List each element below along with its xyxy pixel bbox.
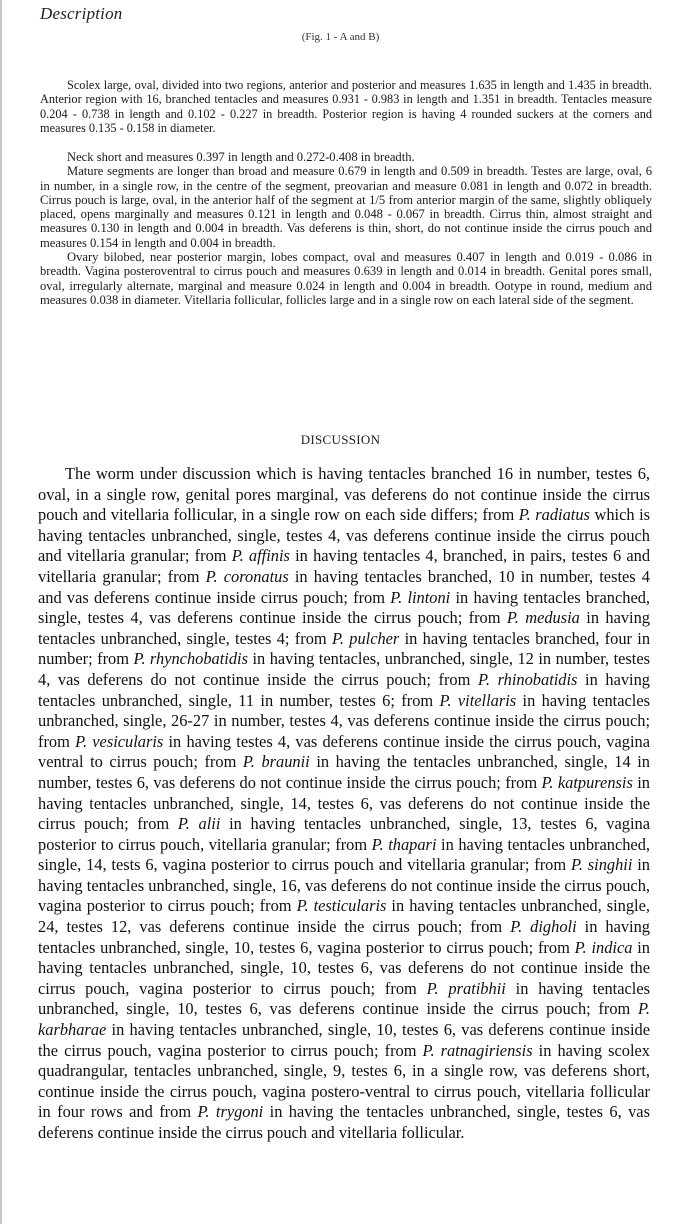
discussion-text: in having tentacles unbranched, single, 11 in number, testes 6; from bbox=[38, 669, 650, 710]
species-name: P. lintoni bbox=[390, 587, 451, 607]
discussion-text: in having tentacles, unbranched, single, 12 in number, testes 4, vas deferens do not continue inside the cirrus pouch; from bbox=[38, 649, 650, 689]
discussion-text: which is having tentacles unbranched, single, testes 4, vas deferens continue inside the cirrus pouch and vitellaria granular; from bbox=[38, 505, 651, 566]
species-name: P. ratnagiriensis bbox=[422, 1040, 533, 1060]
page-edge-rule bbox=[0, 0, 2, 1224]
species-name: P. trygoni bbox=[197, 1102, 264, 1122]
species-name: P. karbharae bbox=[38, 999, 650, 1040]
discussion-text: in having the tentacles unbranched, single, 14 in number, testes 6, vas deferens do not continue inside the cirrus pouch; from bbox=[38, 752, 650, 792]
discussion-text: in having tentacles branched, four in number; from bbox=[38, 628, 651, 669]
section-heading-discussion: DISCUSSION bbox=[300, 432, 381, 447]
section-heading-description: Description bbox=[40, 4, 123, 23]
discussion-text: in having tentacles unbranched, single, testes 4; from bbox=[38, 608, 651, 648]
species-name: P. pratibhii bbox=[426, 978, 506, 998]
discussion-text: in having tentacles unbranched, single, 14, testes 6, vas deferens do not continue inside the cirrus pouch; from bbox=[38, 772, 650, 834]
discussion-text: in having the tentacles unbranched, single, testes 6, vas deferens continue inside the cirrus pouch and vitellaria follicular. bbox=[38, 1102, 650, 1142]
description-paragraph-scolex: Scolex large, oval, divided into two regions, anterior and posterior and measures 1.635 in length and 1.435 in breadth. Anterior region with 16, branched tentacles and measures 0.931 - 0.983 in length and 1.351 in breadth. Tentacles measure 0.204 - 0.738 in length and 0.102 - 0.227 in breadth. Posterior region is having 4 rounded suckers at the corners and measures 0.135 - 0.158 in diameter. bbox=[40, 78, 652, 135]
species-name: P. katpurensis bbox=[541, 772, 633, 792]
discussion-text: in having tentacles unbranched, single, 10, testes 6, vas deferens continue inside the cirrus pouch, vagina posterior to cirrus pouch; from bbox=[38, 1020, 650, 1060]
figure-reference: (Fig. 1 - A and B) bbox=[301, 31, 380, 43]
species-name: P. thapari bbox=[371, 834, 437, 854]
discussion-text: in having tentacles 4, branched, in pairs, testes 6 and vitellaria granular; from bbox=[38, 546, 651, 586]
species-name: P. coronatus bbox=[205, 566, 289, 586]
species-name: P. affinis bbox=[231, 546, 290, 566]
discussion-text: in having tentacles unbranched, single, 16, vas deferens do not continue inside the cirrus pouch, vagina posterior to cirrus pouch; from bbox=[38, 855, 650, 916]
discussion-text: in having tentacles unbranched, single, 13, testes 6, vagina posterior to cirrus pouch, vitellaria granular; from bbox=[38, 814, 650, 854]
discussion-text: in having tentacles unbranched, single, 10, testes 6, vas deferens do not continue inside the cirrus pouch, vagina posterior to cirrus pouch; from bbox=[38, 937, 651, 998]
description-block-scolex bbox=[40, 78, 652, 135]
description-paragraph-ovary: Ovary bilobed, near posterior margin, lobes compact, oval and measures 0.407 in length and 0.019 - 0.086 in breadth. Vagina posteroventral to cirrus pouch and measures 0.639 in length and 0.014 in breadth. Genital pores small, oval, irregularly alternate, marginal and measure 0.024 in length and 0.004 in breadth. Ootype in round, medium and measures 0.038 in diameter. Vitellaria follicular, follicles large and in a single row on each lateral side of the segment. bbox=[40, 250, 652, 307]
species-name: P. rhynchobatidis bbox=[133, 649, 248, 669]
discussion-text: in having tentacles unbranched, single, 10, testes 6, vas deferens continue inside the cirrus pouch; from bbox=[38, 978, 650, 1019]
species-name: P. vesicularis bbox=[75, 731, 164, 751]
description-block-segments bbox=[40, 150, 652, 307]
description-paragraph-mature-segments: Mature segments are longer than broad and measure 0.679 in length and 0.509 in breadth. Testes are large, oval, 6 in number, in a single row, in the centre of the segment, preovarian and measure 0.081 in length and 0.072 in breadth. Cirrus pouch is large, oval, in the anterior half of the segment at 1/5 from anterior margin of the same, slightly obliquely placed, opens marginally and measures 0.121 in length and 0.048 - 0.067 in breadth. Cirrus thin, almost straight and measures 0.130 in length and 0.004 in breadth. Vas deferens is thin, short, do not continue inside the cirrus pouch and measures 0.154 in length and 0.004 in breadth. bbox=[40, 164, 652, 250]
discussion-body bbox=[38, 464, 650, 1144]
description-paragraph-neck: Neck short and measures 0.397 in length and 0.272-0.408 in breadth. bbox=[67, 150, 415, 164]
discussion-text: in having testes 4, vas deferens continue inside the cirrus pouch, vagina ventral to cirrus pouch; from bbox=[38, 731, 650, 772]
discussion-text: in having tentacles unbranched, single, 24, testes 12, vas deferens continue inside the cirrus pouch; from bbox=[38, 896, 650, 937]
species-name: P. pulcher bbox=[331, 628, 400, 648]
species-name: P. digholi bbox=[510, 917, 577, 937]
species-name: P. radiatus bbox=[518, 505, 590, 525]
species-name: P. vitellaris bbox=[439, 690, 517, 710]
species-name: P. indica bbox=[574, 937, 633, 957]
discussion-text: in having scolex quadrangular, tentacles unbranched, single, 9, testes 6, in a single row, vas deferens short, continue inside the cirrus pouch, vagina postero-ventral to cirrus pouch, vitellaria follicular in four rows and from bbox=[38, 1040, 651, 1122]
species-name: P. braunii bbox=[242, 752, 310, 772]
discussion-text: in having tentacles unbranched, single, 14, tests 6, vagina posterior to cirrus pouch and vitellaria granular; from bbox=[38, 834, 650, 875]
species-name: P. singhii bbox=[570, 855, 633, 875]
species-name: P. medusia bbox=[506, 608, 580, 628]
discussion-text: in having tentacles branched, 10 in number, testes 4 and vas deferens continue inside cirrus pouch; from bbox=[38, 566, 650, 607]
discussion-paragraph bbox=[38, 464, 650, 1144]
discussion-text: in having tentacles branched, single, testes 4, vas deferens continue inside the cirrus pouch; from bbox=[38, 587, 651, 628]
species-name: P. testicularis bbox=[296, 896, 387, 916]
discussion-text: in having tentacles unbranched, single, 10, testes 6, vagina posterior to cirrus pouch; from bbox=[38, 917, 651, 957]
discussion-text: in having tentacles unbranched, single, 26-27 in number, testes 4, vas deferens continue inside the cirrus pouch; from bbox=[38, 690, 650, 751]
species-name: P. rhinobatidis bbox=[477, 669, 578, 689]
discussion-text: The worm under discussion which is having tentacles branched 16 in number, testes 6, oval, in a single row, genital pores marginal, vas deferens do not continue inside the cirrus pouch and vitellaria follicular, in a single row on each side differs; from bbox=[38, 464, 650, 525]
species-name: P. alii bbox=[177, 814, 221, 834]
